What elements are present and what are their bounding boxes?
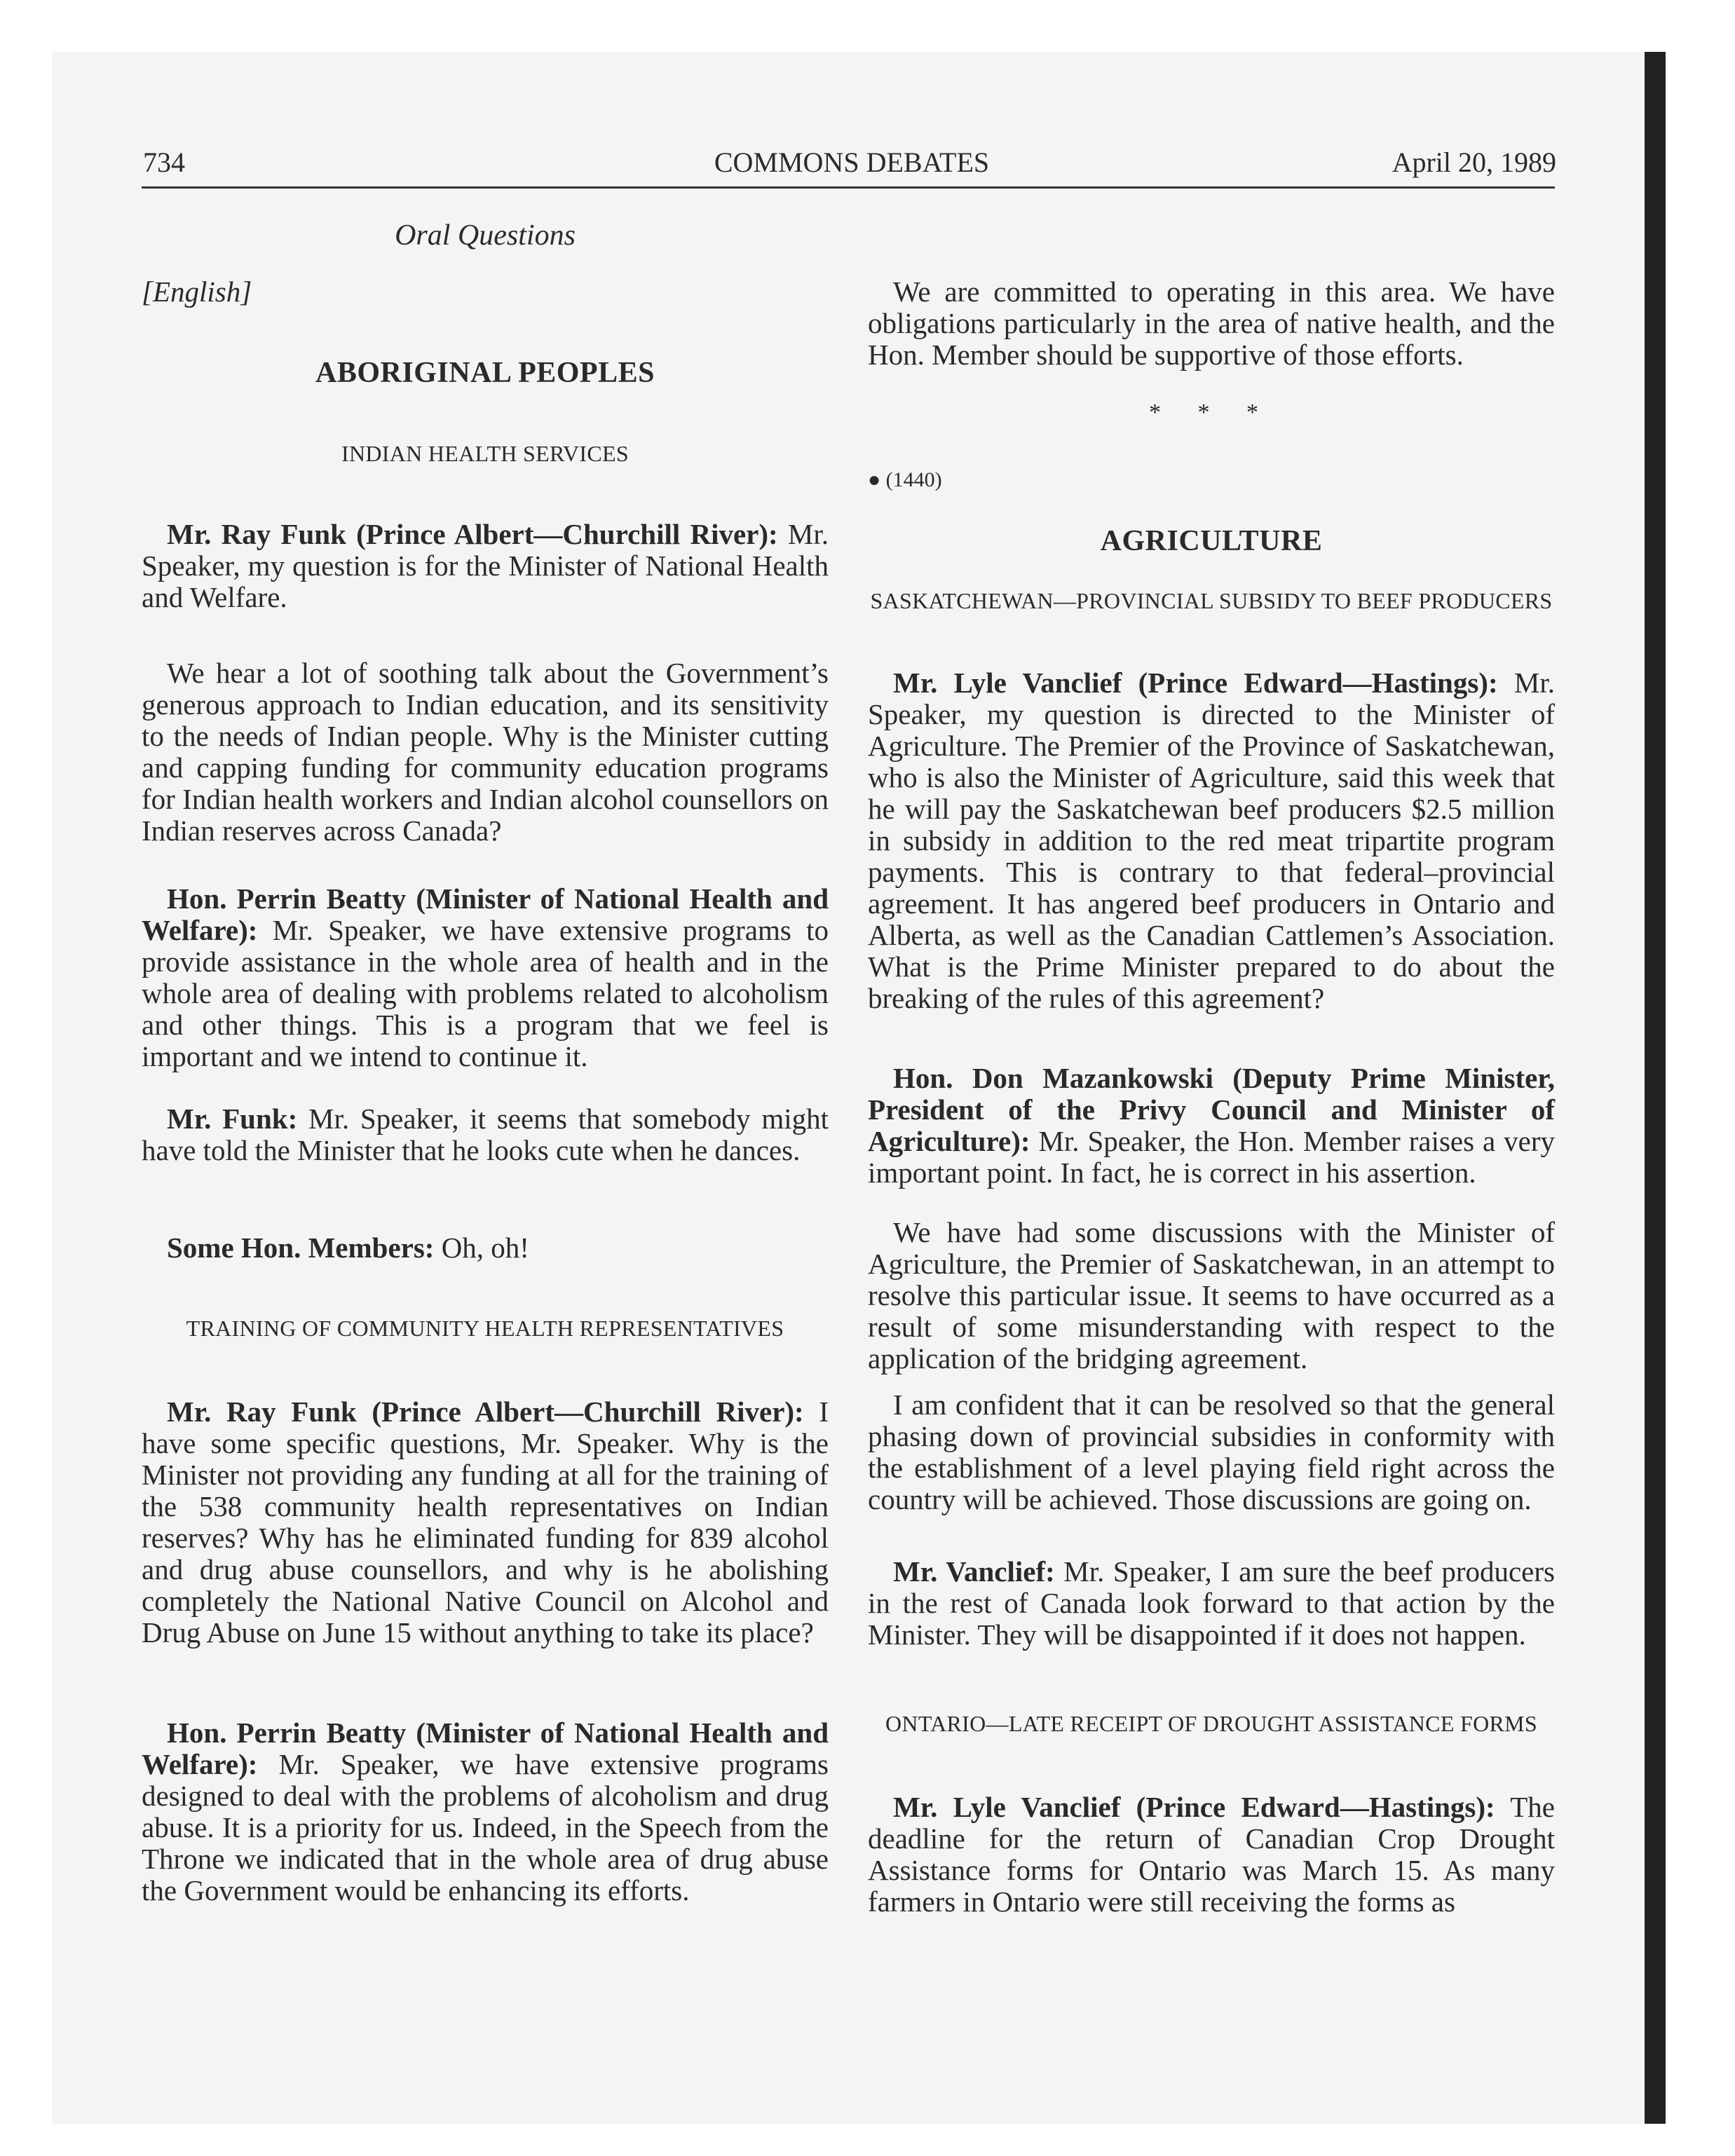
section-separator: * * *	[1149, 400, 1274, 425]
speech-text: We have had some discussions with the Minister of Agriculture, the Premier of Saskatchewan, in an attempt to resolve this particular issue. It seems to have occurred as a result of some misunderstanding with respect to the application of the bridging agreement.	[868, 1216, 1555, 1374]
speech-text: Mr. Speaker, I am sure the beef producers in the rest of Canada look forward to that action by the Minister. They will be disappointed if it does not happen.	[868, 1555, 1555, 1651]
paragraph	[868, 1063, 1555, 1189]
paragraph	[868, 1792, 1555, 1918]
paragraph	[142, 1396, 829, 1649]
speech-text: We hear a lot of soothing talk about the Government’s generous approach to Indian education, and its sensitivity to the needs of Indian people. Why is the Minister cutting and capping funding for community education programs for Indian health workers and Indian alcohol counsellors on Indian reserves across Canada?	[142, 657, 829, 847]
time-marker: ● (1440)	[868, 468, 942, 491]
speaker-name: Hon. Perrin Beatty (Minister of National Health and Welfare):	[142, 1717, 829, 1780]
paragraph	[868, 1556, 1555, 1651]
speech-text: Oh, oh!	[434, 1231, 529, 1264]
speaker-name: Some Hon. Members:	[167, 1231, 435, 1264]
speech-text: I am confident that it can be resolved so that the general phasing down of provincial subsidies in conformity with the establishment of a level playing field right across the country will be achieved. Those discussions are going on.	[868, 1389, 1555, 1515]
page-number: 734	[143, 146, 185, 178]
speaker-name: Mr. Lyle Vanclief (Prince Edward—Hastings):	[893, 1791, 1495, 1823]
speaker-name: Mr. Ray Funk (Prince Albert—Churchill River):	[167, 1396, 804, 1428]
paragraph	[142, 657, 829, 847]
speaker-name: Mr. Lyle Vanclief (Prince Edward—Hastings):	[893, 667, 1498, 699]
page-date: April 20, 1989	[1392, 146, 1556, 178]
subheading: ONTARIO—LATE RECEIPT OF DROUGHT ASSISTANCE FORMS	[885, 1711, 1537, 1736]
speech-text: I have some specific questions, Mr. Speaker. Why is the Minister not providing any funding at all for the training of the 538 community health representatives on Indian reserves? Why has he eliminated funding for 839 alcohol and drug abuse counsellors, and why is he abolishing completely the National Native Council on Alcohol and Drug Abuse on June 15 without anything to take its place?	[142, 1396, 829, 1649]
speech-text: Mr. Speaker, we have extensive programs designed to deal with the problems of alcoholism and drug abuse. It is a priority for us. Indeed, in the Speech from the Throne we indicated that in the whole area of drug abuse the Government would be enhancing its efforts.	[142, 1748, 829, 1906]
scan-edge-shadow	[1645, 52, 1666, 2124]
speech-text: Mr. Speaker, it seems that somebody might have told the Minister that he looks cute when he dances.	[142, 1103, 829, 1166]
language-tag: [English]	[142, 275, 252, 308]
section-heading: ABORIGINAL PEOPLES	[315, 357, 655, 389]
speech-text: Mr. Speaker, my question is directed to the Minister of Agriculture. The Premier of the Province of Saskatchewan, who is also the Minister of Agriculture, said this week that he will pay the Saskatchewan beef producers $2.5 million in subsidy in addition to the red meat tripartite program payments. This is contrary to that federal–provincial agreement. It has angered beef producers in Ontario and Alberta, as well as the Canadian Cattlemen’s Association. What is the Prime Minister prepared to do about the breaking of the rules of this agreement?	[868, 667, 1555, 1014]
paragraph	[868, 1389, 1555, 1515]
paragraph	[868, 276, 1555, 371]
subheading: TRAINING OF COMMUNITY HEALTH REPRESENTATIVES	[186, 1316, 784, 1341]
speaker-name: Mr. Vanclief:	[893, 1555, 1055, 1588]
paragraph	[142, 1103, 829, 1166]
speech-text: Mr. Speaker, my question is for the Minister of National Health and Welfare.	[142, 518, 829, 613]
speech-text: Mr. Speaker, we have extensive programs to provide assistance in the whole area of health and in the whole area of dealing with problems related to alcoholism and other things. This is a program that we feel is important and we intend to continue it.	[142, 914, 829, 1072]
header-rule	[142, 186, 1555, 189]
paragraph	[142, 1232, 829, 1264]
speaker-name: Mr. Funk:	[167, 1103, 298, 1135]
section-heading: AGRICULTURE	[1100, 525, 1323, 557]
paragraph	[868, 667, 1555, 1014]
subheading: SASKATCHEWAN—PROVINCIAL SUBSIDY TO BEEF PRODUCERS	[870, 588, 1553, 613]
paragraph	[142, 883, 829, 1072]
speaker-name: Mr. Ray Funk (Prince Albert—Churchill River):	[167, 518, 778, 550]
speaker-name: Hon. Perrin Beatty (Minister of National Health and Welfare):	[142, 882, 829, 946]
paragraph	[142, 1717, 829, 1906]
speech-text: We are committed to operating in this area. We have obligations particularly in the area of native health, and the Hon. Member should be supportive of those efforts.	[868, 275, 1555, 371]
section-label: Oral Questions	[395, 219, 576, 252]
speech-text: Mr. Speaker, the Hon. Member raises a very important point. In fact, he is correct in his assertion.	[868, 1125, 1555, 1189]
speaker-name: Hon. Don Mazankowski (Deputy Prime Minister, President of the Privy Council and Minister of Agriculture):	[868, 1062, 1555, 1157]
subheading: INDIAN HEALTH SERVICES	[341, 441, 629, 466]
paragraph	[868, 1217, 1555, 1374]
running-title: COMMONS DEBATES	[714, 146, 990, 178]
speech-text: The deadline for the return of Canadian Crop Drought Assistance forms for Ontario was March 15. As many farmers in Ontario were still receiving the forms as	[868, 1791, 1555, 1918]
paragraph	[142, 519, 829, 613]
